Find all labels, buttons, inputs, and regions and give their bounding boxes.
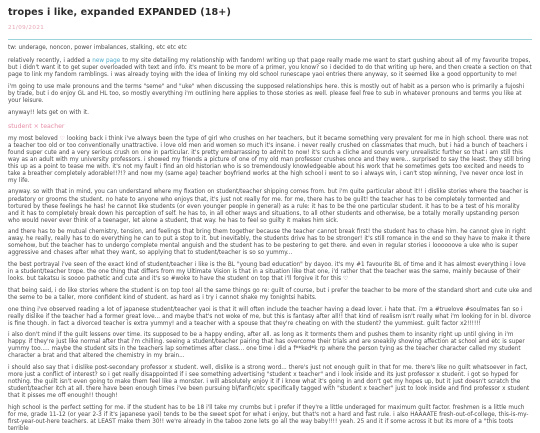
intro-paragraph-1 [8,58,532,79]
intro-text-after: to my site detailing my relationship with fandom! writing up that page really made me want to start gushing about all of my favourite tropes, but i didn't want it to get super overloaded with text and info. it's meant to be more of a primer, you know? so i decided to do that writing up here, and then create a section on that page to link my fandom ramblings. i was already toying with the idea of linking my old school runescape yaoi entries there anyway, so it seemed like a good opportunity to me! [8,58,532,79]
section-heading: student × teacher [8,122,65,130]
post-date: 21/09/2021 [8,25,45,31]
p1-text-after: looking back i think i've always been the type of girl who crushes on her teachers, but it became something very prevalent for me in high school. there was not a teacher too old or too conventionally unattractive. i love old men and women so much it's insane. i never really crushed on classmates that much, but i had a bunch of teachers i found super cute and a very serious crush on one in particular. it's pretty embarrassing to admit to now! it's such a cliche and sounds very unrealistic further so that i am still this way as an adult with my university professors. i showed my friends a picture of one of my old man professor crushes once and they were... surprised to say the least. they still bring this up as a point to tease me with. it's not my fault i find an old historian who is so tremendously knowledgeable about his work that he sometimes gets too excited and needs to take a breather completely adorable!!?!? and now my (same age) teacher boyfriend works at the high school i went to so i always win, i can't stop winning, i've never once lost in my life. [8,135,531,184]
divider [8,39,532,40]
post-body [8,45,532,433]
paragraph-4: the best portrayal i've seen of the exact kind of student/teacher i like is the BL "young bad education" by dayoo. it's my #1 favourite BL of time and it has almost everything i love in a student/teacher trope. the one thing that differs from my Ultimate Vision is that in a situation like that one, i'd rather that the teacher was the same, mainly because of their looks. but takatsu is soooo pathetic and cute and it's so #woke to have the student on top that i'll forgive it for this ♡ [8,262,526,283]
intro-text-before: relatively recently, i added a [8,58,93,65]
heart-icon: ♡ [59,135,65,142]
trigger-warning: tw: underage, noncon, power imbalances, stalking, etc etc etc [8,45,187,51]
p1-text-before: my most beloved [8,135,60,142]
paragraph-3: and there has to be mutual chemistry, tension, and feelings that bring them together because the teacher cannot break first! the student has to chase him. he cannot give in right away. he really, really has to do everything he can to put a stop to it. but inevitably, the students drive has to be stronger! it's still romance in the end so they have to make it there somehow, but the teacher has to undergo complete mental anguish and the student has to be pestering to get there. and even in regular stories i loooooove a uke who is super aggressive and chases after what they want, so applying that to student/teacher is so so yummy... [8,229,531,257]
paragraph-6: one thing i've observed reading a lot of japanese student/teacher yaoi is that it will often include the teacher having a dead lover. i hate that. i'm a #truelove #soulmates fan so i really dislike if the teacher had a former great love... and maybe that's not woke of me, but this is fantasy after all!! that kind of realism isn't really what i'm looking for in bl. divorce is fine though. in fact a divorced teacher is extra yummy! and a teacher with a spouse that they're cheating on with the student? the yummiest. guilt factor x2!!!!!! [8,306,531,327]
paragraph-5: that being said, i do like stories where the student is on top too! all the same things go re: guilt of course, but i prefer the teacher to be more of the standard short and cute uke and the seme to be a taller, more confident kind of student. as hard as i try i cannot shake my tonightsi habits. [8,287,532,301]
intro-paragraph-3: anyway!! lets get on with it. [8,109,89,116]
intro-paragraph-2: i'm going to use male pronouns and the terms "seme" and "uke" when discussing the supposed relationships here. this is mostly out of habit as a person who is primarily a fujoshi by trade, but i do enjoy GL and HL too, so mostly everything i'm outlining here applies to those stories as well. please feel free to sub in whatever pronouns and terms you like at your leisure. [8,83,525,104]
paragraph-1 [8,136,532,185]
paragraph-2: anyway. so with that in mind, you can understand where my fixation on student/teacher shipping comes from. but i'm quite particular about it!! i dislike stories where the teacher is predatory or grooms the student. no hate to anyone who enjoys that, it's just not really for me. for me, there has to be guilt! the teacher has to be completely tormented and tortured by these feelings he has! he cannot like students (or even younger people in general) as a rule: it has to be the one particular student. it has to be a test of his morality and it has to completely break down his perception of self. he has to, in all other ways and situations, to all other students and otherwise, be a totally morally upstanding person who would never ever think of a teenager, let alone a student, that way. he has to feel so guilty it makes him sick. [8,189,529,224]
paragraph-8: i should also say that i dislike post-secondary professor x student. well, dislike is a strong word... there's just not enough guilt in that for me. there's like no guilt whatsoever in fact, more just a conflict of interest? so i get really disappointed if i see something advertising "student x teacher" and i look inside and its just professor x student. i got so hyped for nothing. the guilt isn't even going to make them feel like a monster. i will absolutely enjoy it if i know what it's going in and don't get my hopes up, but it just doesn't scratch the student/teacher itch at all. there have been enough times i've been pursuing bl/fanfic/etc specifically tagged with "student x teacher" just to look inside and find professor x student that it pisses me off enough!! though! [8,365,530,400]
new-page-link[interactable]: new page [92,58,121,65]
paragraph-9: high school is the perfect setting for me. if the student has to be 18 i'll take my crumbs but i prefer if they're a little underaged for maximum guilt factor. freshmen is a little much for me, grade 11-12 (or year 2-3 if it's japanese yaoi) tends to be the sweet spot for what i enjoy, but that's not a hard and fast rule. i also HAAAATE fresh-out-of-college, this-is-my-first-year-out-here teachers. at LEAST make them 30!! we're already in the taboo zone lets go all the way baby!!!! yeah. 25 and it if some across it but its more of a "this toots terrible [8,404,529,432]
paragraph-7: i also don't mind if the guilt lessens over time. its supposed to be a happy ending, after all. as long as it torments them and pushes them to insanity right up until giving in i'm happy. if they're just like normal after that i'm chilling. seeing a student/teacher pairing that has overcome their trials and are sneakily showing affection at school and etc is super yummy too..... maybe the student sits in the teachers lap sometimes after class... one time i did a f**ked*k rp where the person tying as the teacher character called my student character a brat and that altered the chemistry in my brain... [8,332,525,360]
post-title: tropes i like, expanded EXPANDED (18+) [8,7,231,18]
